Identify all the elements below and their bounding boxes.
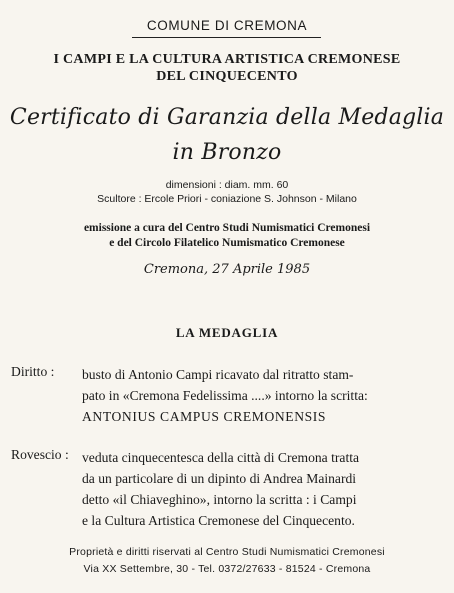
rovescio-line: da un particolare di un dipinto di Andrea Mainardi [82,471,357,486]
title-line-2: DEL CINQUECENTO [156,69,298,84]
credits-text: Scultore : Ercole Priori - coniazione S. Johnson - Milano [97,193,357,205]
diritto-line: busto di Antonio Campi ricavato dal ritratto stam- [82,367,354,382]
medal-heading: LA MEDAGLIA [175,325,279,340]
rovescio-line: detto «il Chiaveghino», intorno la scritta : i Campi [82,492,357,507]
footer-rights: Proprietà e diritti riservati al Centro Studi Numismatici Cremonesi [69,546,385,558]
diritto-inscription: ANTONIUS CAMPUS CREMONENSIS [82,409,327,424]
dimensions-text: dimensioni : diam. mm. 60 [165,179,289,191]
rovescio-description [82,447,440,531]
rovescio-line: veduta cinquecentesca della città di Cremona tratta [82,450,360,465]
comune-heading: COMUNE DI CREMONA [146,18,308,33]
comune-underline [132,37,321,38]
issue-text-line-1: emissione a cura del Centro Studi Numismatici Cremonesi [83,222,371,234]
diritto-line: pato in «Cremona Fedelissima ....» intorno la scritta: [82,388,368,403]
issue-date: Cremona, 27 Aprile 1985 [143,262,311,277]
diritto-label: Diritto : [11,364,55,379]
certificate-subtitle: in Bronzo [172,140,282,165]
issue-text-line-2: e del Circolo Filatelico Numismatico Cremonese [109,237,345,249]
certificate-title: Certificato di Garanzia della Medaglia [9,105,445,130]
rovescio-label: Rovescio : [11,447,69,462]
footer-address: Via XX Settembre, 30 - Tel. 0372/27633 - 81524 - Cremona [83,563,371,575]
title-line-1: I CAMPI E LA CULTURA ARTISTICA CREMONESE [53,52,401,67]
diritto-description [82,364,440,427]
rovescio-line: e la Cultura Artistica Cremonese del Cinquecento. [82,513,355,528]
